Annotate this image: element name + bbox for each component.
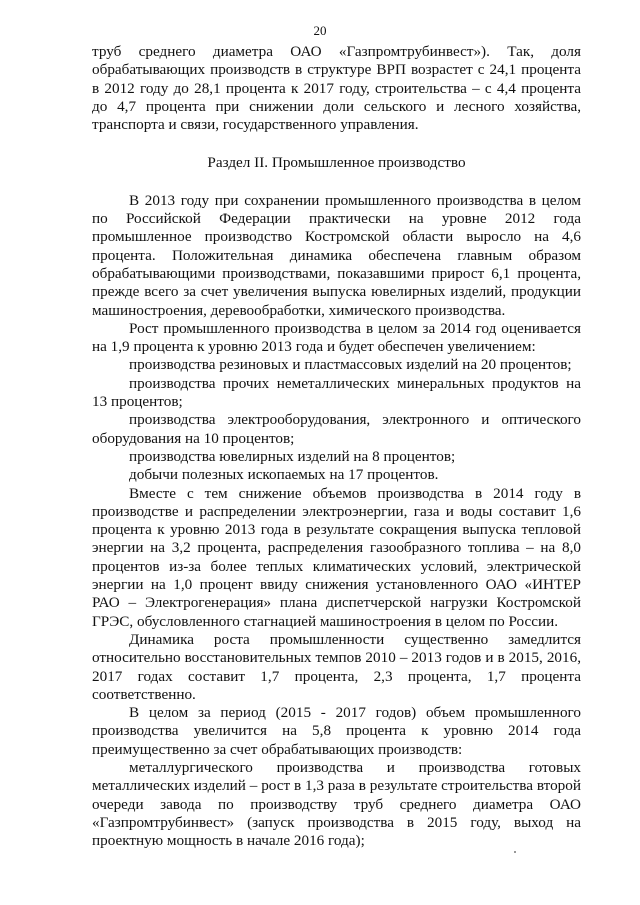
- paragraph: Вместе с тем снижение объемов производства в 2014 году в производстве и распределении электроэнергии, газа и воды составит 1,6 процента к уровню 2013 года в результате сокращения выпуска тепловой энергии на 3,2 процента, распределения газообразного топлива – на 8,0 процентов из-за более теплых климатических условий, электрической энергии на 1,0 процент ввиду снижения установленного ОАО «ИНТЕР РАО – Электрогенерация» плана диспетчерской нагрузки Костромской ГРЭС, обусловленного стагнацией машиностроения в целом по России.: [92, 484, 581, 630]
- list-item: производства резиновых и пластмассовых изделий на 20 процентов;: [129, 356, 572, 374]
- scan-speck: [514, 851, 516, 853]
- list-item: производства ювелирных изделий на 8 процентов;: [129, 447, 456, 465]
- paragraph: труб среднего диаметра ОАО «Газпромтрубинвест»). Так, доля обрабатывающих производств в структуре ВРП возрастет с 24,1 процента в 2012 году до 28,1 процента к 2017 году, строительства – с 4,4 процента до 4,7 процента при снижении доли сельского и лесного хозяйства, транспорта и связи, государственного управления.: [92, 43, 581, 134]
- section-heading: Раздел II. Промышленное производство: [207, 154, 466, 172]
- list-item: металлургического производства и производства готовых металлических изделий – рост в 1,3 раза в результате строительства второй очереди завода по производству труб среднего диаметра ОАО «Газпромтрубинвест» (запуск производства в 2015 году, выход на проектную мощность в начале 2016 года);: [92, 758, 581, 850]
- list-item: производства электрооборудования, электронного и оптического оборудования на 10 процентов;: [92, 411, 581, 447]
- list-item: добычи полезных ископаемых на 17 процентов.: [129, 466, 439, 484]
- page-number: 20: [313, 23, 327, 38]
- paragraph: В целом за период (2015 - 2017 годов) объем промышленного производства увеличится на 5,8 процента к уровню 2014 года преимущественно за счет обрабатывающих производств:: [92, 704, 581, 758]
- paragraph: Динамика роста промышленности существенно замедлится относительно восстановительных темпов 2010 – 2013 годов и в 2015, 2016, 2017 годах составит 1,7 процента, 2,3 процента, 1,7 процента соответственно.: [92, 630, 581, 703]
- paragraph: Рост промышленного производства в целом за 2014 год оценивается на 1,9 процента к уровню 2013 года и будет обеспечен увеличением:: [92, 319, 581, 356]
- paragraph: В 2013 году при сохранении промышленного производства в целом по Российской Федерации практически на уровне 2012 года промышленное производство Костромской области выросло на 4,6 процента. Положительная динамика обеспечена главным образом обрабатывающими производствами, показавшими прирост 6,1 процента, прежде всего за счет увеличения выпуска ювелирных изделий, продукции машиностроения, деревообработки, химического производства.: [92, 191, 581, 319]
- document-body: [92, 43, 581, 850]
- list-item: производства прочих неметаллических минеральных продуктов на 13 процентов;: [92, 374, 581, 411]
